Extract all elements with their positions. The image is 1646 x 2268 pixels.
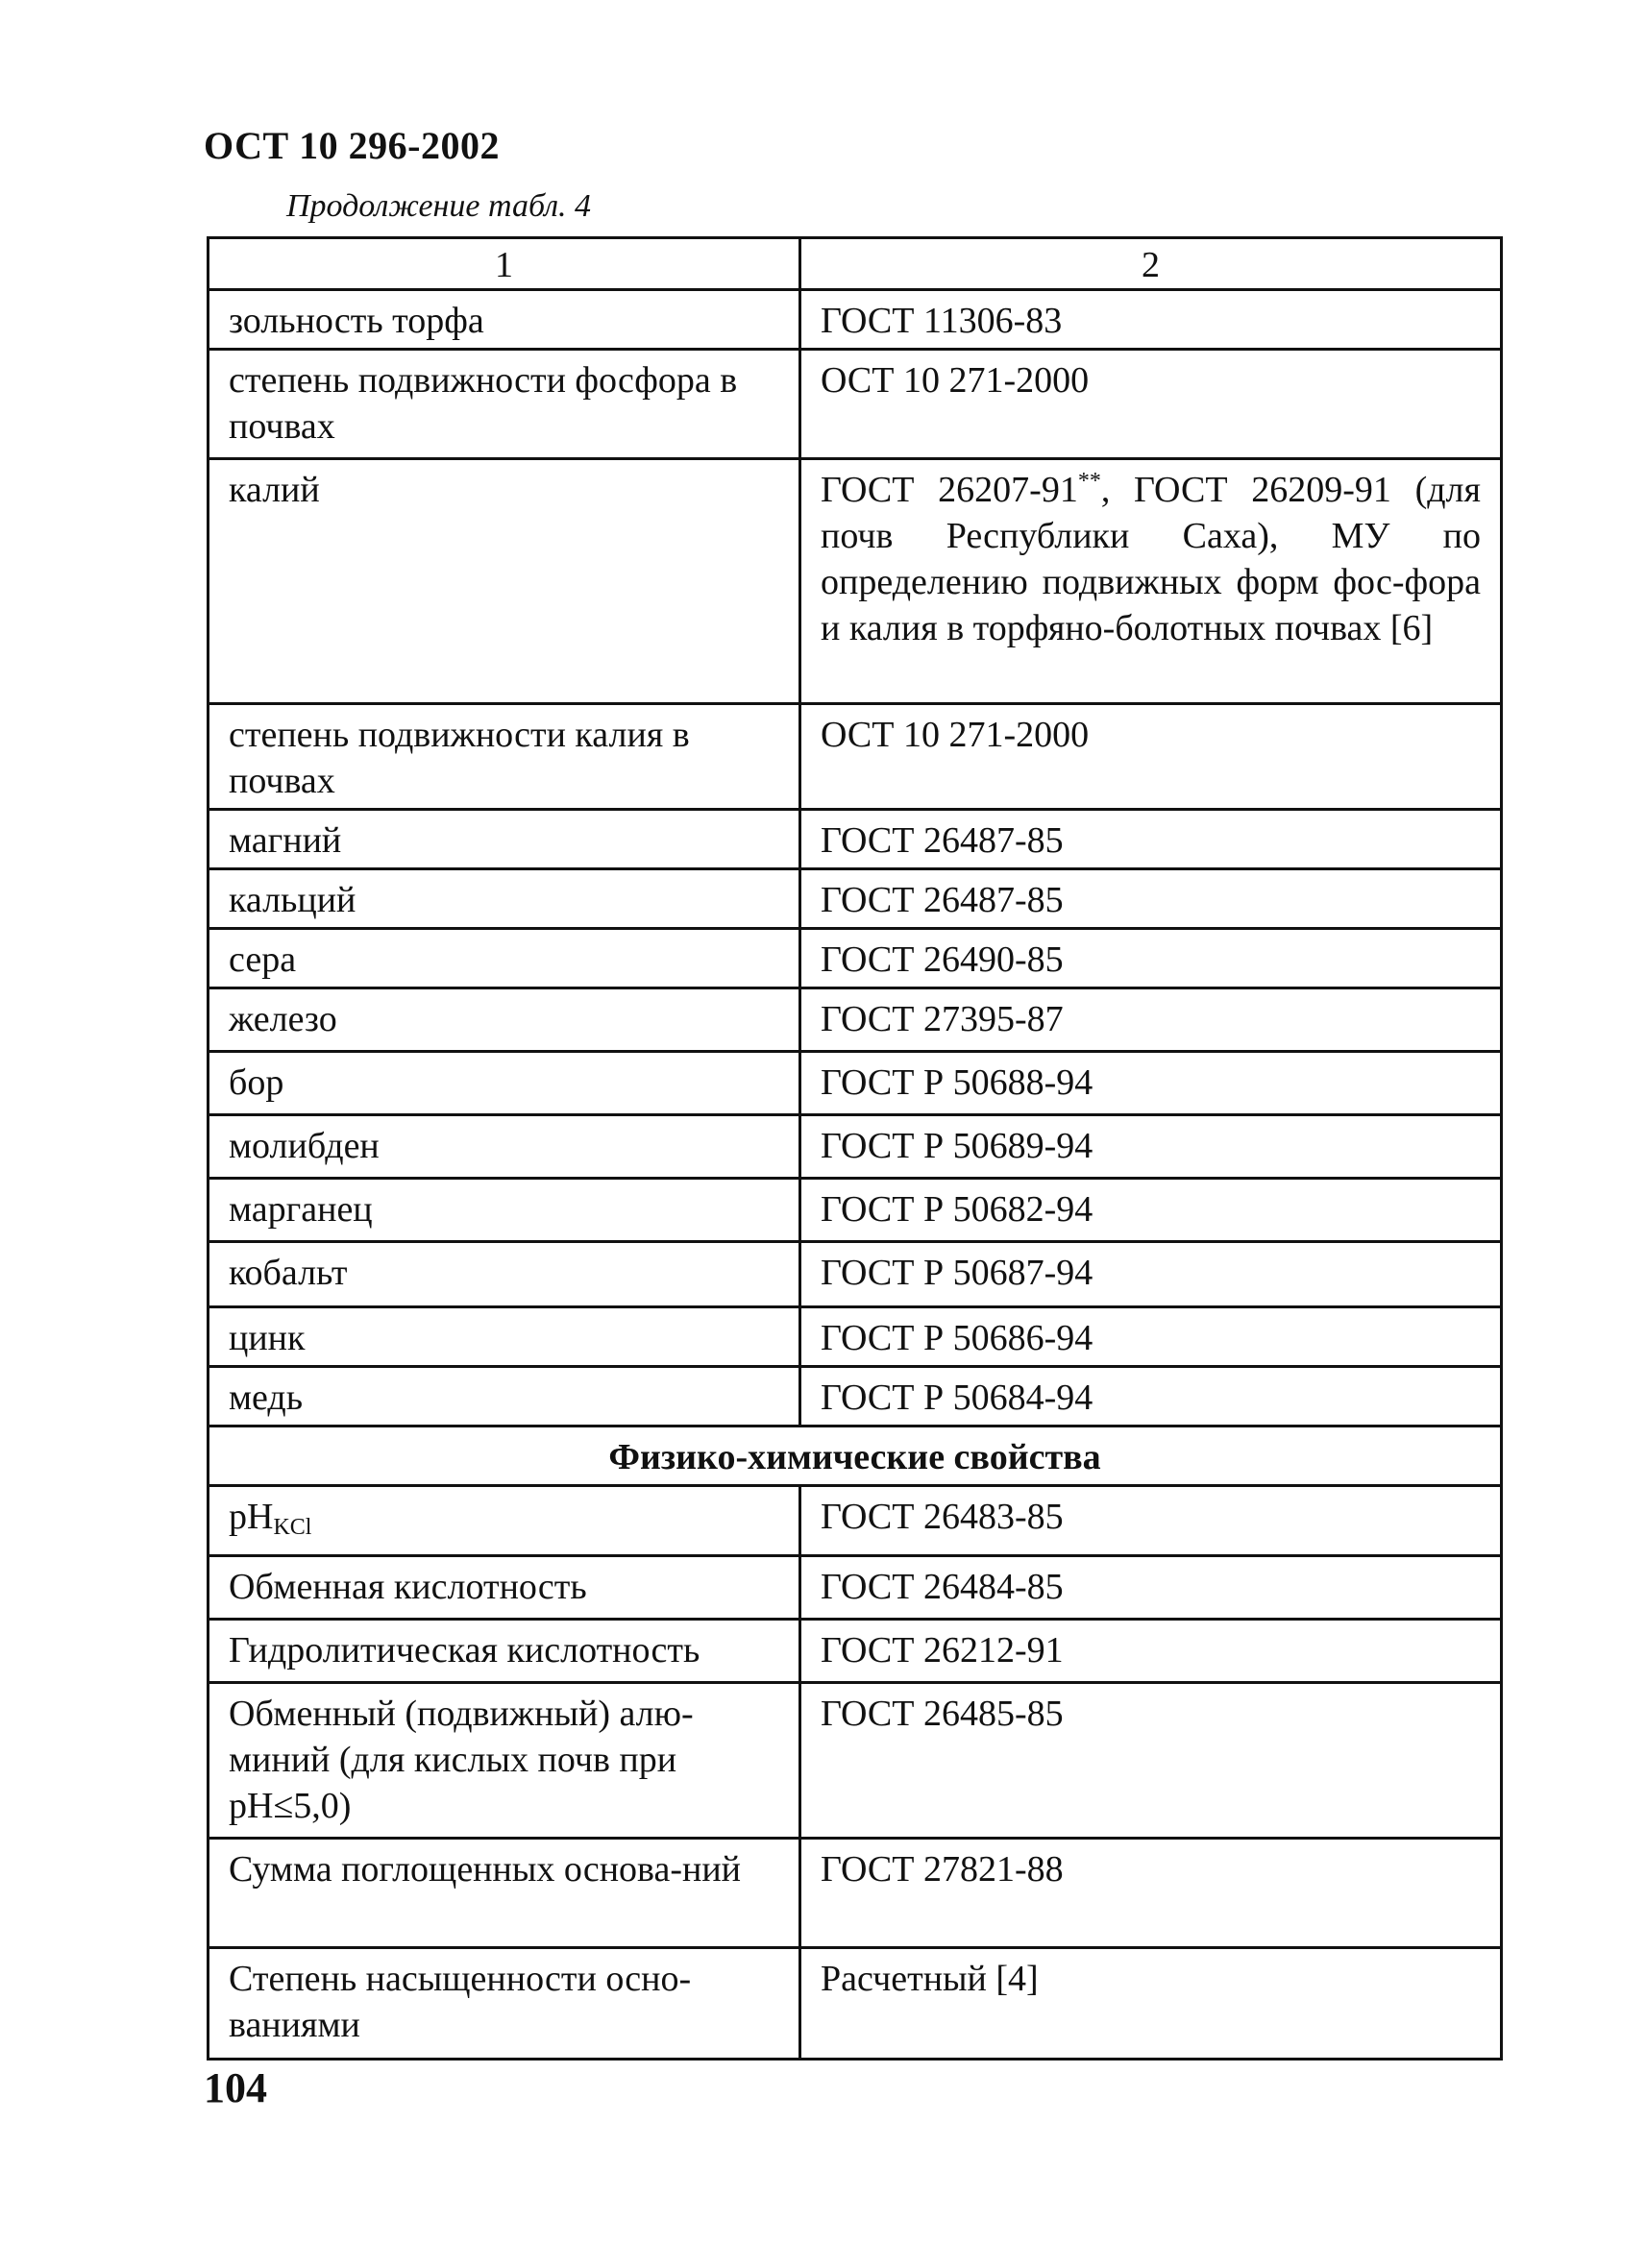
table-row [209, 459, 1502, 704]
parameter-cell: степень подвижности калия в почвах [209, 704, 800, 810]
parameter-cell: Сумма поглощенных основа-ний [209, 1839, 800, 1948]
parameter-cell: марганец [209, 1179, 800, 1242]
parameter-cell: сера [209, 929, 800, 988]
method-cell: ГОСТ 26487-85 [800, 810, 1502, 869]
table-row [209, 1179, 1502, 1242]
table-row [209, 1948, 1502, 2060]
parameter-cell: Обменная кислотность [209, 1556, 800, 1620]
method-cell: ГОСТ Р 50684-94 [800, 1367, 1502, 1427]
table-row [209, 1683, 1502, 1839]
parameter-cell: кобальт [209, 1242, 800, 1307]
parameter-cell: степень подвижности фосфора в почвах [209, 350, 800, 459]
parameter-cell: магний [209, 810, 800, 869]
parameter-cell: Гидролитическая кислотность [209, 1620, 800, 1683]
table-row [209, 988, 1502, 1052]
method-text: ГОСТ 26207-91 [821, 470, 1078, 510]
footnote-mark: ** [1077, 469, 1101, 494]
parameter-cell: железо [209, 988, 800, 1052]
section-row [209, 1427, 1502, 1486]
method-cell: ОСТ 10 271-2000 [800, 350, 1502, 459]
method-cell: ГОСТ 27395-87 [800, 988, 1502, 1052]
method-cell: ГОСТ Р 50682-94 [800, 1179, 1502, 1242]
table-row [209, 1839, 1502, 1948]
table-continuation-caption: Продолжение табл. 4 [286, 188, 592, 224]
method-cell: ГОСТ Р 50686-94 [800, 1307, 1502, 1367]
parameter-cell: цинк [209, 1307, 800, 1367]
table-row [209, 290, 1502, 350]
method-cell: ГОСТ 27821-88 [800, 1839, 1502, 1948]
method-cell: ГОСТ Р 50688-94 [800, 1052, 1502, 1115]
parameter-cell: Обменный (подвижный) алю-миний (для кислых почв при pH≤5,0) [209, 1683, 800, 1839]
method-text: , ГОСТ 26209-91 (для почв Республики Саха), МУ по определению подвижных форм фос-фора и калия в торфяно-болотных почвах [6] [821, 470, 1481, 648]
method-cell: ГОСТ 11306-83 [800, 290, 1502, 350]
section-title: Физико-химические свойства [209, 1427, 1502, 1486]
document-code: ОСТ 10 296-2002 [204, 124, 500, 167]
table-row [209, 1367, 1502, 1427]
standards-table [207, 236, 1503, 2061]
parameter-cell: кальций [209, 869, 800, 929]
table-row [209, 1486, 1502, 1556]
page-number: 104 [204, 2064, 267, 2111]
method-cell: ГОСТ 26212-91 [800, 1620, 1502, 1683]
parameter-cell: медь [209, 1367, 800, 1427]
table-row [209, 869, 1502, 929]
table-row [209, 1052, 1502, 1115]
table-row [209, 1115, 1502, 1179]
table-row [209, 929, 1502, 988]
table-row [209, 810, 1502, 869]
method-cell: ГОСТ 26484-85 [800, 1556, 1502, 1620]
parameter-cell: зольность торфа [209, 290, 800, 350]
table-row [209, 1556, 1502, 1620]
table-row [209, 1307, 1502, 1367]
column-header-1: 1 [209, 238, 800, 290]
parameter-cell [209, 1486, 800, 1556]
parameter-cell: Степень насыщенности осно-ваниями [209, 1948, 800, 2060]
table-row [209, 1242, 1502, 1307]
method-cell: ГОСТ 26483-85 [800, 1486, 1502, 1556]
table-row [209, 1620, 1502, 1683]
ph-subscript: KCl [273, 1515, 312, 1540]
method-cell [800, 459, 1502, 704]
method-cell: ГОСТ 26490-85 [800, 929, 1502, 988]
method-cell: ГОСТ Р 50687-94 [800, 1242, 1502, 1307]
parameter-cell: молибден [209, 1115, 800, 1179]
column-header-2: 2 [800, 238, 1502, 290]
method-cell: Расчетный [4] [800, 1948, 1502, 2060]
method-cell: ГОСТ 26485-85 [800, 1683, 1502, 1839]
method-cell: ОСТ 10 271-2000 [800, 704, 1502, 810]
parameter-cell: калий [209, 459, 800, 704]
parameter-cell: бор [209, 1052, 800, 1115]
method-cell: ГОСТ Р 50689-94 [800, 1115, 1502, 1179]
table-row [209, 350, 1502, 459]
table-header-row [209, 238, 1502, 290]
table-row [209, 704, 1502, 810]
ph-symbol: pH [229, 1497, 274, 1537]
method-cell: ГОСТ 26487-85 [800, 869, 1502, 929]
